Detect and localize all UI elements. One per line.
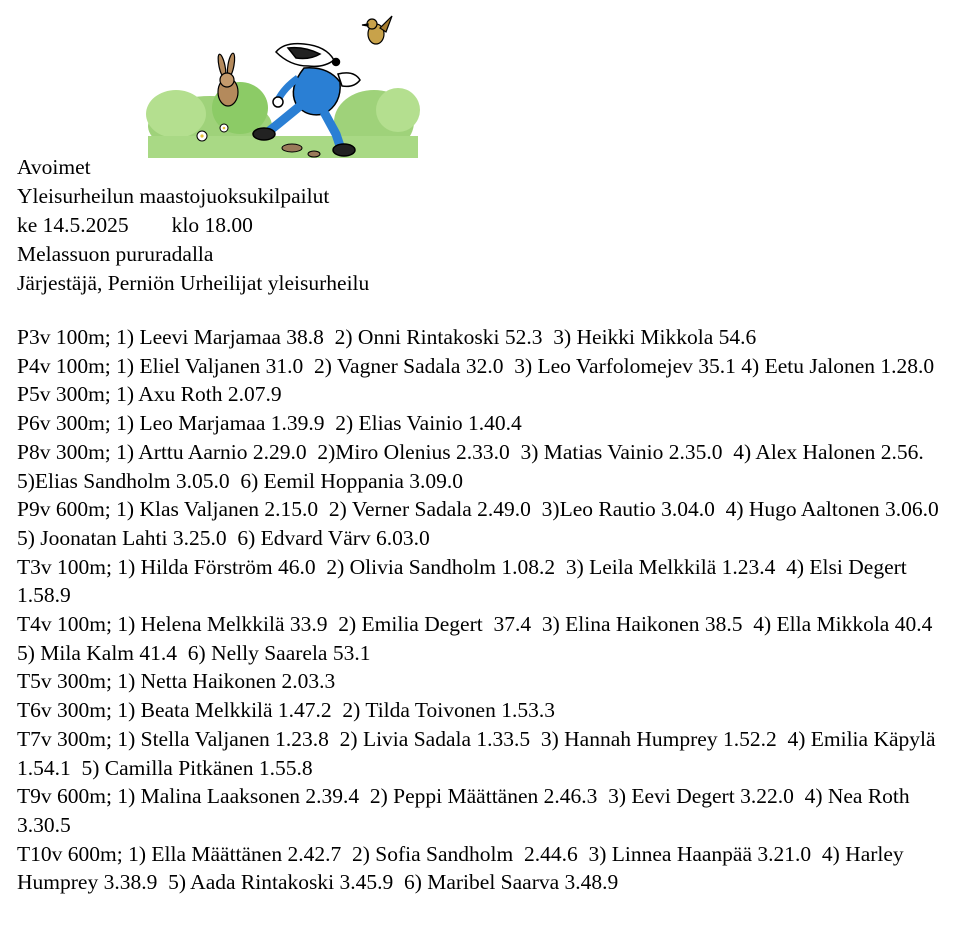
result-t4v: T4v 100m; 1) Helena Melkkilä 33.9 2) Emilia Degert 37.4 3) Elina Haikonen 38.5 4) Ella Mikkola 40.4 5) Mila Kalm 41.4 6) Nelly Saarela 53.1 <box>17 612 944 665</box>
header-line-event: Yleisurheilun maastojuoksukilpailut <box>17 184 330 208</box>
result-t9v: T9v 600m; 1) Malina Laaksonen 2.39.4 2) Peppi Määttänen 2.46.3 3) Eevi Degert 3.22.0 4) Nea Roth 3.30.5 <box>17 784 916 837</box>
result-p3v: P3v 100m; 1) Leevi Marjamaa 38.8 2) Onni Rintakoski 52.3 3) Heikki Mikkola 54.6 <box>17 325 757 349</box>
result-p4v: P4v 100m; 1) Eliel Valjanen 31.0 2) Vagner Sadala 32.0 3) Leo Varfolomejev 35.1 4) Eetu Jalonen 1.28.0 <box>17 353 935 378</box>
result-t10v: T10v 600m; 1) Ella Määttänen 2.42.7 2) Sofia Sandholm 2.44.6 3) Linnea Haanpää 3.21.0 4) Harley Humprey 3.38.9 5) Aada Rintakoski 3.45.9 6) Maribel Saarva 3.48.9 <box>17 841 910 895</box>
header-line-organizer: Järjestäjä, Perniön Urheilijat yleisurheilu <box>17 271 370 295</box>
header-line-date-time: ke 14.5.2025 klo 18.00 <box>17 213 253 237</box>
rabbit-icon <box>217 53 238 106</box>
event-header <box>17 153 369 298</box>
results-list <box>17 323 949 897</box>
result-t7v: T7v 300m; 1) Stella Valjanen 1.23.8 2) Livia Sadala 1.33.5 3) Hannah Humprey 1.52.2 4) Emilia Käpylä 1.54.1 5) Camilla Pitkänen 1.55.8 <box>17 726 941 780</box>
running-badger-illustration <box>128 8 428 166</box>
header-line-open: Avoimet <box>17 155 91 179</box>
result-p6v: P6v 300m; 1) Leo Marjamaa 1.39.9 2) Elias Vainio 1.40.4 <box>17 411 522 436</box>
result-t5v: T5v 300m; 1) Netta Haikonen 2.03.3 <box>17 669 336 694</box>
result-t3v: T3v 100m; 1) Hilda Förström 46.0 2) Olivia Sandholm 1.08.2 3) Leila Melkkilä 1.23.4 4) Elsi Degert 1.58.9 <box>17 554 913 608</box>
result-p8v: P8v 300m; 1) Arttu Aarnio 2.29.0 2)Miro Olenius 2.33.0 3) Matias Vainio 2.35.0 4) Alex Halonen 2.56. 5)Elias Sandholm 3.05.0 6) Eemil Hoppania 3.09.0 <box>17 439 935 493</box>
header-line-venue: Melassuon pururadalla <box>17 242 214 266</box>
result-p5v: P5v 300m; 1) Axu Roth 2.07.9 <box>17 382 282 407</box>
result-t6v: T6v 300m; 1) Beata Melkkilä 1.47.2 2) Tilda Toivonen 1.53.3 <box>17 698 555 723</box>
result-p9v: P9v 600m; 1) Klas Valjanen 2.15.0 2) Verner Sadala 2.49.0 3)Leo Rautio 3.04.0 4) Hugo Aaltonen 3.06.0 5) Joonatan Lahti 3.25.0 6) Edvard Värv 6.03.0 <box>17 497 950 550</box>
bird-icon <box>362 16 392 44</box>
